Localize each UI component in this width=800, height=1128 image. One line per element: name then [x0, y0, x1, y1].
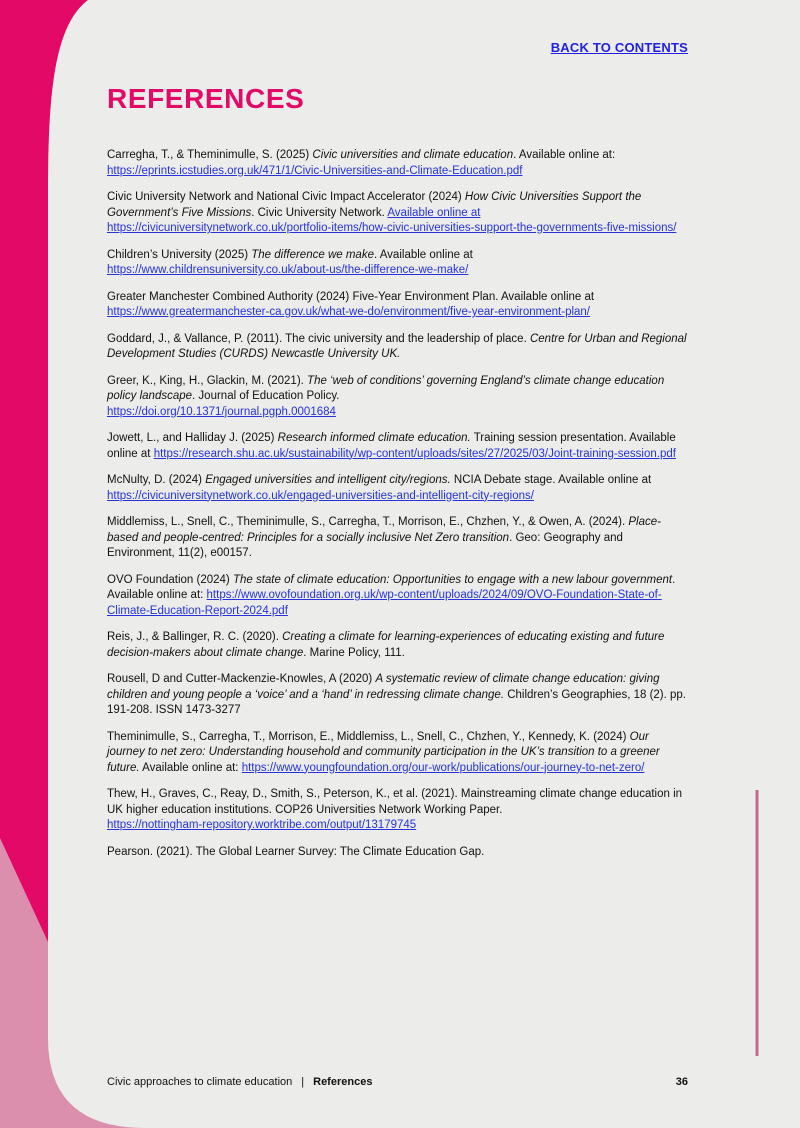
reference-item: [107, 573, 688, 620]
reference-item: [107, 672, 688, 719]
reference-text: Pearson. (2021). The Global Learner Survey: The Climate Education Gap.: [107, 845, 485, 858]
reference-item: [107, 248, 688, 279]
reference-item: [107, 190, 688, 237]
reference-text: How Civic Universities Support the Government’s Five Missions: [107, 191, 642, 219]
reference-text: Thew, H., Graves, C., Reay, D., Smith, S., Peterson, K., et al. (2021). Mainstreaming climate change education in UK higher education institutions. COP26 Universities Network Working Paper.: [107, 788, 683, 816]
reference-text: . Available online at:: [107, 573, 676, 601]
reference-text: McNulty, D. (2024): [107, 474, 206, 486]
reference-text: Research informed climate education.: [277, 432, 471, 444]
reference-text: Reis, J., & Ballinger, R. C. (2020).: [107, 631, 283, 643]
page-title: REFERENCES: [107, 83, 305, 114]
page-number: 36: [675, 1076, 688, 1088]
reference-text: Rousell, D and Cutter-Mackenzie-Knowles, A (2020): [107, 673, 376, 685]
reference-text: Theminimulle, S., Carregha, T., Morrison, E., Middlemiss, L., Snell, C., Chzhen, Y., Kennedy, K. (2024): [107, 730, 630, 743]
reference-item: [107, 473, 688, 504]
footer-doc-title: Civic approaches to climate education: [107, 1076, 293, 1088]
reference-text: The ‘web of conditions’ governing England’s climate change education policy landscape: [107, 374, 665, 402]
back-to-contents-link[interactable]: BACK TO CONTENTS: [550, 40, 688, 55]
footer: [107, 1076, 372, 1088]
reference-text: . Available online at: [373, 248, 473, 261]
reference-link[interactable]: https://research.shu.ac.uk/sustainability/wp-content/uploads/sites/27/2025/03/Joint-training-session.pdf: [153, 447, 676, 460]
reference-text: Creating a climate for learning-experiences of educating existing and future decision-makers about climate change: [107, 631, 665, 659]
reference-link[interactable]: Available online at https://civicuniversitynetwork.co.uk/portfolio-items/how-civic-universities-support-the-governments-five-missions/: [107, 206, 677, 234]
reference-text: Children’s University (2025): [107, 248, 252, 261]
reference-item: [107, 290, 688, 321]
reference-text: Place-based and people-centred: Principles for a socially inclusive Net Zero transition: [107, 516, 661, 544]
reference-text: . Available online at:: [513, 149, 616, 161]
reference-link[interactable]: https://nottingham-repository.worktribe.com/output/13179745: [107, 819, 417, 831]
reference-text: . Marine Policy, 111.: [303, 646, 405, 659]
reference-item: [107, 845, 688, 861]
reference-link[interactable]: https://civicuniversitynetwork.co.uk/engaged-universities-and-intelligent-city-regions/: [107, 489, 534, 502]
reference-text: Children’s Geographies, 18 (2). pp. 191-208. ISSN 1473-3277: [107, 688, 687, 716]
reference-text: OVO Foundation (2024): [107, 573, 233, 586]
reference-text: Civic universities and climate education: [312, 149, 514, 161]
reference-text: Centre for Urban and Regional Development Studies (CURDS) Newcastle University UK.: [107, 332, 687, 360]
reference-item: [107, 332, 688, 363]
accent-line: [756, 790, 759, 1056]
reference-link[interactable]: https://eprints.icstudies.org.uk/471/1/Civic-Universities-and-Climate-Education.pdf: [107, 164, 523, 177]
reference-text: Jowett, L., and Halliday J. (2025): [107, 432, 278, 444]
reference-link[interactable]: https://doi.org/10.1371/journal.pgph.0001684: [107, 405, 336, 418]
reference-text: The difference we make: [251, 248, 374, 261]
reference-item: [107, 431, 688, 462]
reference-text: . Journal of Education Policy.: [192, 390, 340, 402]
reference-item: [107, 630, 688, 661]
reference-link[interactable]: https://www.youngfoundation.org/our-work/publications/our-journey-to-net-zero/: [241, 761, 645, 774]
reference-link[interactable]: https://www.ovofoundation.org.uk/wp-content/uploads/2024/09/OVO-Foundation-State-of-Climate-Education-Report-2024.pdf: [107, 589, 662, 617]
reference-text: Carregha, T., & Theminimulle, S. (2025): [107, 149, 313, 161]
footer-section-label: References: [313, 1076, 373, 1088]
reference-link[interactable]: https://www.greatermanchester-ca.gov.uk/what-we-do/environment/five-year-environment-plan/: [107, 306, 590, 318]
reference-text: NCIA Debate stage. Available online at: [450, 474, 652, 486]
reference-text: Greater Manchester Combined Authority (2024) Five-Year Environment Plan. Available online at: [107, 290, 595, 303]
reference-text: Available online at:: [139, 761, 242, 774]
reference-text: A systematic review of climate change education: giving children and young people a ‘voice’ and a ‘hand’ in redressing climate change.: [107, 673, 660, 701]
reference-text: . Civic University Network.: [251, 206, 388, 219]
reference-text: The state of climate education: Opportunities to engage with a new labour government: [232, 573, 673, 586]
footer-separator: |: [301, 1076, 305, 1088]
reference-text: Civic University Network and National Civic Impact Accelerator (2024): [107, 191, 465, 203]
reference-item: [107, 787, 688, 834]
reference-text: Engaged universities and intelligent city/regions.: [205, 474, 451, 486]
reference-text: Goddard, J., & Vallance, P. (2011). The civic university and the leadership of place.: [107, 332, 530, 345]
reference-item: [107, 515, 688, 562]
reference-text: Middlemiss, L., Snell, C., Theminimulle, S., Carregha, T., Morrison, E., Chzhen, Y., & Owen, A. (2024).: [107, 516, 629, 528]
reference-item: [107, 374, 688, 421]
reference-item: [107, 730, 688, 777]
reference-text: . Geo: Geography and Environment, 11(2), e00157.: [107, 531, 623, 559]
reference-link[interactable]: https://www.childrensuniversity.co.uk/about-us/the-difference-we-make/: [107, 264, 469, 276]
reference-item: [107, 148, 688, 179]
reference-text: Our journey to net zero: Understanding household and community participation in the UK’s transition to a greener future.: [107, 730, 660, 774]
reference-text: Training session presentation. Available online at: [107, 432, 676, 460]
reference-text: Greer, K., King, H., Glackin, M. (2021).: [107, 374, 308, 387]
references-list: [107, 148, 688, 871]
